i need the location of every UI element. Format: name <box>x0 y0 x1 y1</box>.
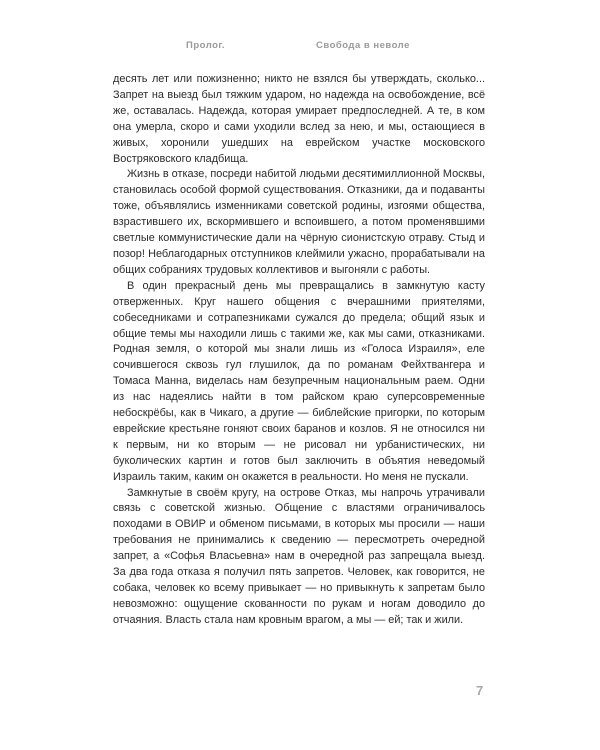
paragraph: Замкнутые в своём кругу, на острове Отказ, мы напрочь утрачивали связь с советской жизнью. Общение с властями ограничивалось походами в ОВИР и обменом письмами, в которых мы просили — наши требования не принимались к сведению — пересмотреть очередной запрет, а «Софья Власьевна» нам в очередной раз запрещала выезд. За два года отказа я получил пять запретов. Человек, как говорится, не собака, человек ко всему привыкает — но привыкнуть к запретам было невозможно: ощущение скованности по рукам и ногам доводило до отчаяния. Власть стала нам кровным врагом, а мы — ей; так и жили. <box>113 486 485 626</box>
book-title: Свобода в неволе <box>316 40 410 51</box>
paragraph: В один прекрасный день мы превращались в замкнутую касту отверженных. Круг нашего общения с вчерашними приятелями, собеседниками и сотрапезниками сужался до предела; общий язык и общие темы мы находили лишь с такими же, как мы сами, отказниками. Родная земля, о которой мы знали лишь из «Голоса Израиля», еле сочившегося сквозь гул глушилок, да по романам Фейхтвангера и Томаса Манна, виделась нам безупречным национальным раем. Одни из нас надеялись найти в том райском краю суперсовременные небоскрёбы, как в Чикаго, а другие — библейские пригорки, по которым еврейские крестьяне гоняют своих баранов и козлов. Я не относился ни к первым, ни ко вторым — не рисовал ни урбанистических, ни буколических картин и готов был заключить в объятия неведомый Израиль таким, каким он окажется в реальности. Но меня не пускали. <box>113 279 485 483</box>
body-text <box>113 72 485 629</box>
running-header <box>186 40 446 54</box>
chapter-label: Пролог. <box>186 40 226 51</box>
paragraph: Жизнь в отказе, посреди набитой людьми десятимиллионной Москвы, становилась особой формой существования. Отказники, да и подаванты тоже, объявлялись изменниками советской родины, изгоями общества, взрастившего их, вскормившего и вспоившего, а потом променявшими светлые коммунистические дали на чёрную сионистскую отраву. Стыд и позор! Неблагодарных отступников клеймили ужасно, прорабатывали на общих собраниях трудовых коллективов и выгоняли с работы. <box>113 168 485 276</box>
paragraph: десять лет или пожизненно; никто не взялся бы утверждать, сколько... Запрет на выезд был тяжким ударом, но надежда на освобождение, всё же, оставалась. Надежда, которая умирает предпоследней. А те, в ком она умерла, скоро и сами уходили вслед за нею, и мы, остающиеся в живых, хоронили ушедших на еврейском участке московского Востряковского кладбища. <box>113 73 485 165</box>
page-number: 7 <box>476 683 484 698</box>
